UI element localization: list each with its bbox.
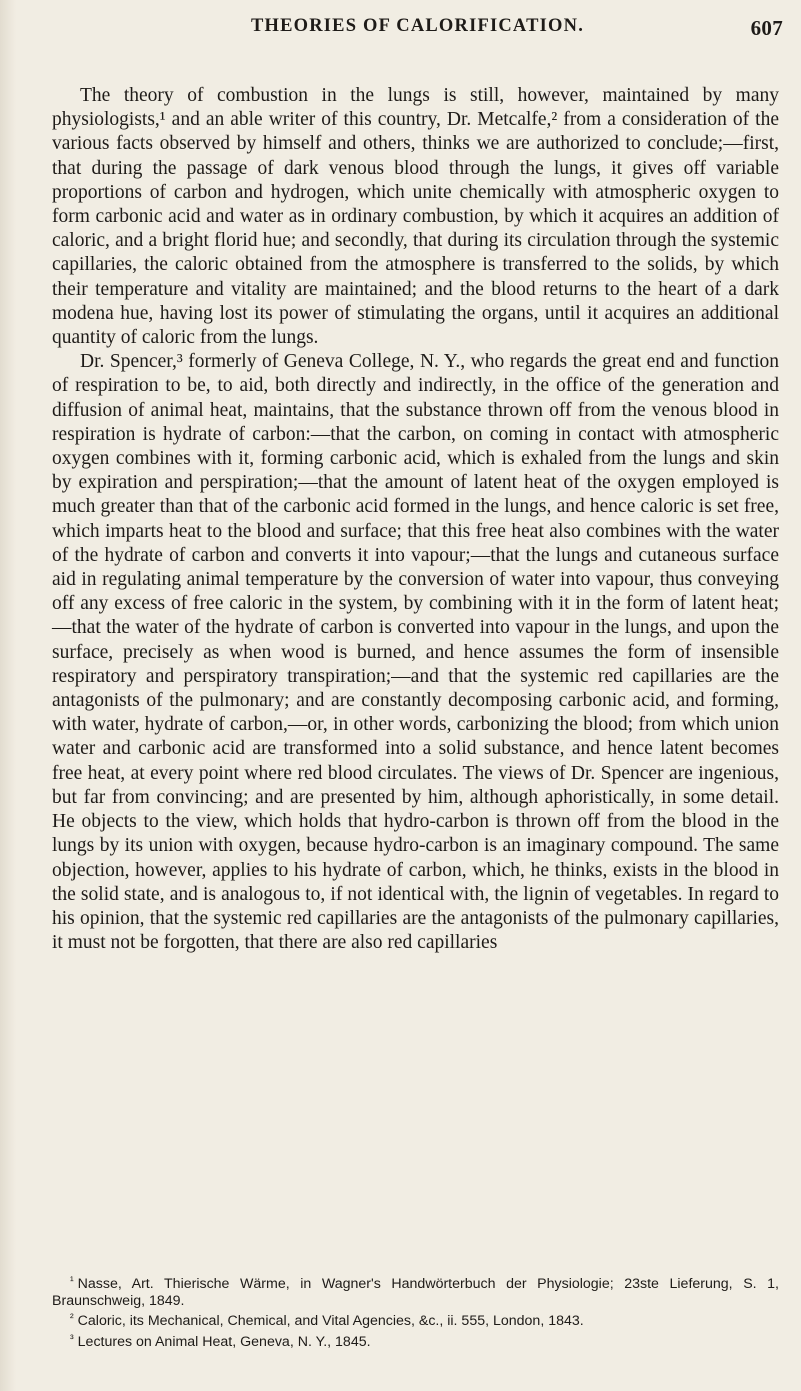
footnote (52, 1273, 779, 1310)
main-text (52, 84, 779, 955)
page-number: 607 (750, 16, 783, 40)
footnote-text: Caloric, its Mechanical, Chemical, and Vital Agencies, &c., ii. 555, London, 1843. (77, 1313, 584, 1330)
footnote-mark: ² (70, 1312, 74, 1325)
footnote-mark: ¹ (70, 1275, 74, 1287)
paragraph: The theory of combustion in the lungs is still, however, maintained by many physiologists,¹ and an able writer of this country, Dr. Metcalfe,² from a consideration of the various facts observed by himself and others, thinks we are authorized to conclude;—first, that during the passage of dark venous blood through the lungs, it gives off variable proportions of carbon and hydrogen, which unite chemically with atmospheric oxygen to form carbonic acid and water as in ordinary combustion, by which it acquires an addition of caloric, and a bright florid hue; and secondly, that during its circulation through the systemic capillaries, the caloric obtained from the atmosphere is transferred to the solids, by which their temperature and vitality are maintained; and the blood returns to the heart of a dark modena hue, having lost its power of stimulating the organs, until it acquires an additional quantity of caloric from the lungs. (52, 85, 779, 349)
footnotes (52, 1273, 779, 1351)
running-head: THEORIES OF CALORIFICATION. (250, 16, 585, 36)
footnote (52, 1331, 779, 1351)
footnote-mark: ³ (70, 1332, 74, 1345)
page-header (52, 16, 783, 44)
footnote-text: Nasse, Art. Thierische Wärme, in Wagner's Handwörterbuch der Physiologie; 23ste Lieferung, S. 1, Braunschweig, 1849. (52, 1276, 779, 1310)
footnote-text: Lectures on Animal Heat, Geneva, N. Y., 1845. (77, 1333, 371, 1350)
paragraph: Dr. Spencer,³ formerly of Geneva College, N. Y., who regards the great end and function of respiration to be, to aid, both directly and indirectly, in the office of the generation and diffusion of animal heat, maintains, that the substance thrown off from the venous blood in respiration is hydrate of carbon:—that the carbon, on coming in contact with atmospheric oxygen combines with it, forming carbonic acid, which is exhaled from the lungs and skin by expiration and perspiration;—that the amount of latent heat of the oxygen employed is much greater than that of the carbonic acid formed in the lungs, and hence caloric is set free, which imparts heat to the blood and surface; that this free heat also combines with the water of the hydrate of carbon and converts it into vapour;—that the lungs and cutaneous surface aid in regulating animal temperature by the conversion of water into vapour, thus conveying off any excess of free caloric in the system, by combining with it in the form of latent heat;—that the water of the hydrate of carbon is converted into vapour in the lungs, and upon the surface, precisely as when wood is burned, and hence assumes the form of insensible respiratory and perspiratory transpiration;—and that the systemic red capillaries are the antagonists of the pulmonary; and are constantly decomposing carbonic acid, and forming, with water, hydrate of carbon,—or, in other words, carbonizing the blood; from which union water and carbonic acid are transformed into a solid substance, and hence latent becomes free heat, at every point where red blood circulates. The views of Dr. Spencer are ingenious, but far from convincing; and are presented by him, although aphoristically, in some detail. He objects to the view, which holds that hydro-carbon is thrown off from the blood in the lungs by its union with oxygen, because hydro-carbon is an imaginary compound. The same objection, however, applies to his hydrate of carbon, which, he thinks, exists in the blood in the solid state, and is analogous to, if not identical with, the lignin of vegetables. In regard to his opinion, that the systemic red capillaries are the antagonists of the pulmonary capillaries, it must not be forgotten, that there are also red capillaries (52, 351, 779, 954)
footnote (52, 1310, 779, 1330)
binding-shadow (0, 0, 16, 1391)
